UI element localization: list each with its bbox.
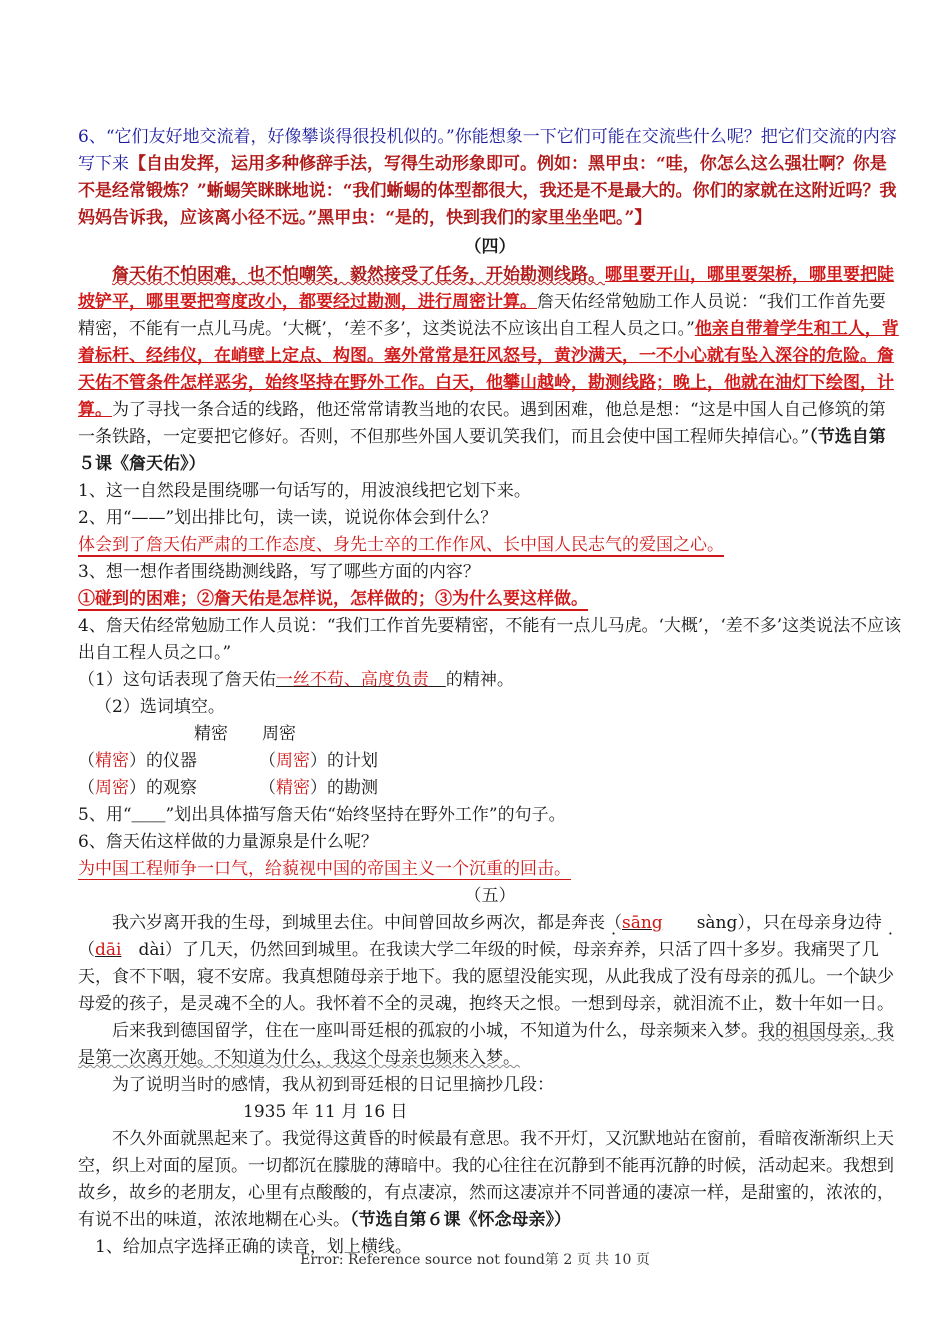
q4-1-suffix: 的精神。 — [445, 670, 514, 690]
parallel-sentence: 哪里要开山，哪里要架桥，哪里要把陡坡铲平，哪里要把弯度改小，都要经过勘测，进行周密计算。 — [78, 265, 894, 312]
q4-1-prefix: （1）这句话表现了詹天佑 — [78, 670, 276, 690]
fill-4-open: （ — [259, 778, 276, 798]
s4-question-1: 1、这一自然段是围绕哪一句话写的，用波浪线把它划下来。 — [78, 481, 531, 501]
section-5-paragraph-1 — [78, 910, 902, 1018]
fill-3-open: （ — [78, 778, 95, 798]
fill-3-close: ）的观察 — [129, 778, 197, 798]
fill-row-2 — [78, 775, 902, 802]
document-page — [78, 124, 902, 1261]
pinyin-answer-sang: sāng — [622, 913, 663, 933]
section-5-heading: （五） — [464, 886, 516, 906]
s4-answer-3-text: ①碰到的困难；②詹天佑是怎样说，怎样做的；③为什么要这样做。 — [78, 589, 588, 609]
s5-p1-text-c: sàng），只在母亲身边 — [662, 913, 865, 933]
s4-answer-3 — [78, 586, 902, 613]
s4-answer-6-text: 为中国工程师争一口气，给藐视中国的帝国主义一个沉重的回击。 — [78, 859, 571, 879]
fill-1-close: ）的仪器 — [129, 751, 197, 771]
fill-1-answer: 精密 — [95, 751, 129, 771]
s4-answer-2 — [78, 532, 902, 559]
s4-question-4-1 — [78, 667, 902, 694]
s5-p2-wavy-sentence: 我的祖国母亲，我是第一次离开她。不知道为什么，我这个母亲也频来入梦。 — [78, 1021, 894, 1068]
dotted-char-sang: 丧 — [588, 913, 605, 933]
fill-2-answer: 周密 — [276, 751, 310, 771]
s5-p1-paren-1: （ — [605, 913, 622, 933]
s4-question-4-2: （2）选词填空。 — [95, 697, 225, 717]
section-5-paragraph-3: 为了说明当时的感情，我从初到哥廷根的日记里摘抄几段： — [112, 1075, 554, 1095]
q6-question: 6、“它们友好地交流着，好像攀谈得很投机似的。”你能想象一下它们可能在交流些什么呢？把它们交流的内容写下来 — [78, 127, 897, 174]
topic-sentence: 詹天佑不怕困难，也不怕嘲笑，毅然接受了任务，开始勘测线路。 — [112, 265, 605, 285]
section-4-heading: （四） — [464, 237, 516, 257]
q6-block — [78, 124, 902, 232]
section-5-paragraph-4 — [78, 1126, 902, 1234]
diary-date: 1935 年 11 月 16 日 — [243, 1102, 408, 1122]
s4-question-2: 2、用“——”划出排比句，读一读，说说你体会到什么？ — [78, 508, 498, 528]
s4-question-6: 6、詹天佑这样做的力量源泉是什么呢？ — [78, 832, 378, 852]
s5-p1-text-e: dài）了几天，仍然回到城里。在我读大学二年级的时候，母亲弃养，只活了四十多岁。我痛哭了几天，食不下咽，寝不安席。我真想随母亲于地下。我的愿望没能实现，从此我成了没有母亲的孤儿。一个缺少母爱的孩子，是灵魂不全的人。我怀着不全的灵魂，抱终天之恨。一想到母亲，就泪流不止，数十年如一日。 — [78, 940, 894, 1014]
fill-2-open: （ — [259, 751, 276, 771]
section-5-source: （节选自第６课《怀念母亲》） — [350, 1210, 571, 1230]
s5-p1-text-a: 我六岁离开我的生母，到城里去住。中间曾回故乡两次，都是奔 — [112, 913, 588, 933]
s4-question-4: 4、詹天佑经常勉励工作人员说：“我们工作首先要精密，不能有一点儿马虎。‘大概’，‘差不多’这类说法不应该出自工程人员之口。” — [78, 616, 902, 663]
s5-p4-text: 不久外面就黑起来了。我觉得这黄昏的时候最有意思。我不开灯，又沉默地站在窗前，看暗夜渐渐织上天空，织上对面的屋顶。一切都沉在朦胧的薄暗中。我的心往往在沉静到不能再沉静的时候，活动起来。我想到故乡，故乡的老朋友，心里有点酸酸的，有点凄凉，然而这凄凉并不同普通的凄凉一样，是甜蜜的，浓浓的，有说不出的味道，浓浓地糊在心头。 — [78, 1129, 894, 1230]
pinyin-answer-dai: dāi — [95, 940, 122, 960]
fill-4-close: ）的勘测 — [310, 778, 378, 798]
section-5-paragraph-2 — [78, 1018, 902, 1072]
fill-3-answer: 周密 — [95, 778, 129, 798]
fill-2-close: ）的计划 — [310, 751, 378, 771]
s4-question-3: 3、想一想作者围绕勘测线路，写了哪些方面的内容？ — [78, 562, 480, 582]
q6-answer: 【自由发挥，运用多种修辞手法，写得生动形象即可。例如：黑甲虫：“哇，你怎么这么强壮啊？你是不是经常锻炼？”蜥蜴笑眯眯地说：“我们蜥蜴的体型都很大，我还是不是最大的。你们的家就在这附近吗？我妈妈告诉我，应该离小径不远。”黑甲虫：“是的，快到我们的家里坐坐吧。”】 — [78, 154, 897, 228]
s4-answer-6 — [78, 856, 902, 883]
fill-1-open: （ — [78, 751, 95, 771]
section-4-source: （节选自第５课《詹天佑》） — [78, 427, 886, 474]
s5-p2-text: 后来我到德国留学，住在一座叫哥廷根的孤寂的小城，不知道为什么，母亲频来入梦。 — [112, 1021, 758, 1041]
section-4-passage — [78, 262, 902, 478]
q4-1-answer: 一丝不苟、高度负责 — [275, 670, 429, 690]
page-footer: Error: Reference source not found第 2 页 共 10 页 — [300, 1252, 650, 1268]
dotted-char-dai: 待 — [864, 913, 882, 933]
field-work-sentences: 他亲自带着学生和工人，背着标杆、经纬仪，在峭壁上定点、构图。塞外常常是狂风怒号，黄沙满天，一不小心就有坠入深谷的危险。詹天佑不管条件怎样恶劣，始终坚持在野外工作。白天，他攀山越岭，勘测线路；晚上，他就在油灯下绘图，计算。 — [78, 319, 899, 420]
passage-text-1: 詹天佑经常勉励工作人员说：“我们工作首先要精密，不能有一点儿马虎。‘大概’，‘差不多’，这类说法不应该出自工程人员之口。” — [78, 292, 886, 339]
passage-text-2: 为了寻找一条合适的线路，他还常常请教当地的农民。遇到困难，他总是想：“这是中国人自己修筑的第一条铁路，一定要把它修好。否则，不但那些外国人要讥笑我们，而且会使中国工程师失掉信心。” — [78, 400, 886, 447]
s5-p1-paren-2: （ — [78, 940, 95, 960]
word-choices: 精密 周密 — [194, 724, 296, 744]
s5-question-1: 1、给加点字选择正确的读音，划上横线。 — [95, 1237, 412, 1257]
fill-4-answer: 精密 — [276, 778, 310, 798]
s4-answer-2-text: 体会到了詹天佑严肃的工作态度、身先士卒的工作作风、长中国人民志气的爱国之心。 — [78, 535, 724, 555]
s4-question-5: 5、用“＿＿”划出具体描写詹天佑“始终坚持在野外工作”的句子。 — [78, 805, 566, 825]
fill-row-1 — [78, 748, 902, 775]
